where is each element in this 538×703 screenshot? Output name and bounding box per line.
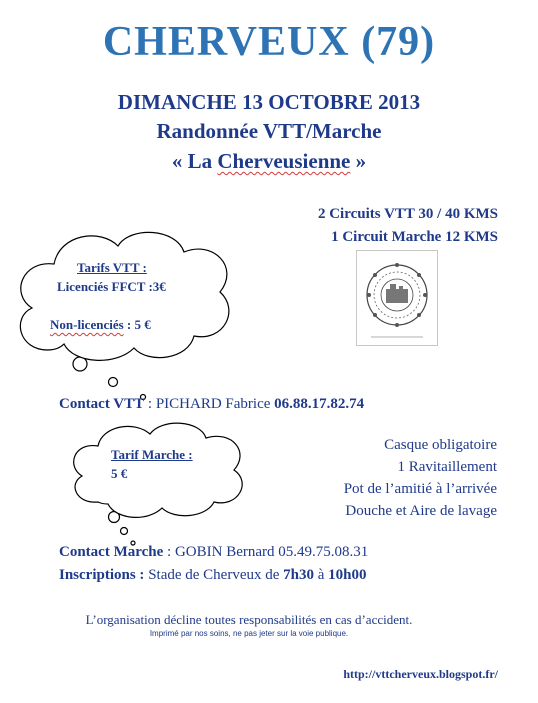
contact-vtt-phone: 06.88.17.82.74	[274, 396, 365, 412]
tarifs-vtt-non-suffix: : 5 €	[123, 317, 151, 332]
contact-vtt	[59, 396, 364, 413]
info-douche: Douche et Aire de lavage	[345, 503, 497, 519]
contact-vtt-label: Contact VTT	[59, 396, 145, 412]
event-name	[0, 149, 538, 174]
tarif-marche-cloud	[62, 412, 252, 547]
tarifs-vtt-licencies: Licenciés FFCT :3€	[57, 279, 166, 294]
page-title: CHERVEUX (79)	[102, 19, 436, 65]
blog-link[interactable]: http://vttcherveux.blogspot.fr/	[343, 667, 498, 681]
event-name-open: « La	[171, 149, 218, 173]
tarif-marche-value: 5 €	[111, 466, 128, 481]
tarifs-vtt-non-prefix: Non-licenciés	[50, 317, 124, 332]
contact-vtt-name: : PICHARD Fabrice	[144, 396, 275, 412]
circuit-marche: 1 Circuit Marche 12 KMS	[331, 229, 498, 245]
inscriptions-from: 7h30	[283, 567, 314, 583]
inscriptions-mid: à	[314, 567, 329, 583]
event-name-text: Cherveusienne	[217, 149, 351, 173]
info-pot: Pot de l’amitié à l’arrivée	[343, 481, 497, 497]
inscriptions-place: Stade de Cherveux de	[144, 567, 284, 583]
tarif-marche-label: Tarif Marche :	[111, 447, 193, 462]
event-date: DIMANCHE 13 OCTOBRE 2013	[117, 90, 421, 114]
event-name-close: »	[350, 149, 367, 173]
tarifs-vtt-cloud	[8, 222, 238, 402]
club-logo	[356, 250, 438, 346]
imprime-note: Imprimé par nos soins, ne pas jeter sur la voie publique.	[149, 629, 349, 638]
inscriptions	[59, 567, 367, 584]
event-subtitle: Randonnée VTT/Marche	[156, 119, 382, 143]
info-casque: Casque obligatoire	[384, 437, 497, 453]
inscriptions-to: 10h00	[328, 567, 367, 583]
circuit-vtt: 2 Circuits VTT 30 / 40 KMS	[317, 206, 498, 222]
tarifs-vtt-label: Tarifs VTT :	[77, 260, 147, 275]
disclaimer: L’organisation décline toutes responsabilités en cas d’accident.	[85, 612, 413, 627]
inscriptions-label: Inscriptions :	[59, 567, 145, 583]
contact-marche-text: : GOBIN Bernard 05.49.75.08.31	[163, 544, 369, 560]
contact-marche	[59, 544, 368, 561]
info-ravitaillement: 1 Ravitaillement	[397, 459, 497, 475]
contact-marche-label: Contact Marche	[59, 544, 164, 560]
club-logo-emblem	[357, 251, 437, 345]
tarifs-vtt-non-licencies	[50, 317, 151, 333]
